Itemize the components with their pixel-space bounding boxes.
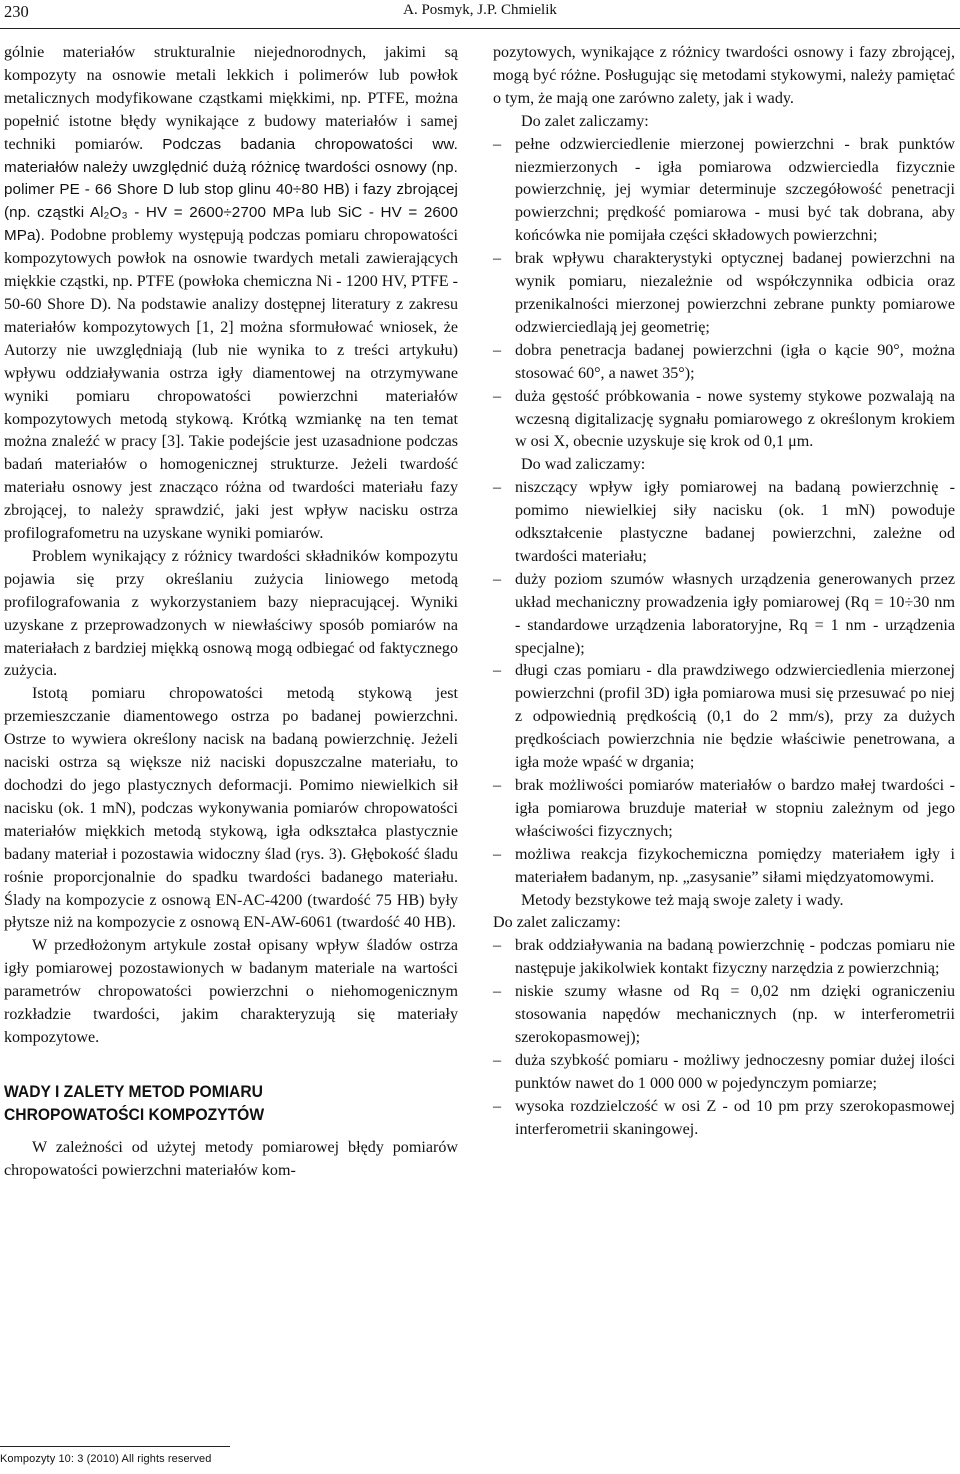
list-item: – możliwa reakcja fizykochemiczna pomiędzy materiałem igły i materiałem badanym, np. „zasysanie” siłami międzyatomowymi. bbox=[493, 844, 955, 890]
paragraph: Problem wynikający z różnicy twardości składników kompozytu pojawia się przy określaniu zużycia liniowego metodą profilografowania z wykorzystaniem bazy niepracującej. Wyniki uzyskane z przeprowadzonych w niewłaściwy sposób pomiarów na materiałach z bardziej miękką osnową mogą odbiegać od faktycznego zużycia. bbox=[4, 547, 458, 680]
paragraph: pozytowych, wynikające z różnicy twardości osnowy i fazy zbrojącej, mogą być różne. Posługując się metodami stykowymi, należy pamiętać o tym, że mają one zarówno zalety, jak i wady. bbox=[493, 44, 955, 107]
running-title: A. Posmyk, J.P. Chmielik bbox=[403, 2, 557, 18]
disadvantages-list bbox=[493, 477, 955, 889]
text-span: gólnie materiałów strukturalnie niejednorodnych, jakimi są kompozyty na osnowie metali lekkich i polimerów lub powłok metalicznych modyfikowane cząstkami miękkimi, np. PTFE, można popełnić istotne błędy wynikające z budowy materiałów i samej techniki pomiarów. bbox=[4, 44, 458, 153]
list-item: – brak możliwości pomiarów materiałów o bardzo małej twardości - igła pomiarowa bruzduje materiał w stopniu zależnym od jego właściwości fizycznych; bbox=[493, 775, 955, 844]
page-number: 230 bbox=[4, 2, 29, 21]
list-item: – duża gęstość próbkowania - nowe systemy stykowe pozwalają na wczesną digitalizację sygnału pomiarowego z określonym krokiem w osi X, obecnie uzyskuje się krok od 0,1 μm. bbox=[493, 386, 955, 455]
list-intro: Do zalet zaliczamy: bbox=[493, 914, 621, 932]
paragraph bbox=[4, 42, 458, 546]
page-header bbox=[0, 0, 960, 29]
list-item: – brak wpływu charakterystyki optycznej badanej powierzchni na wynik pomiaru, niezależnie od współczynnika odbicia oraz przenikalności mierzonej powierzchni zebrane punkty pomiarowe odzwierciedlają jej geometrię; bbox=[493, 248, 955, 340]
list-item: – długi czas pomiaru - dla prawdziwego odzwierciedlenia mierzonej powierzchni (profil 3D) igła pomiarowa musi się przesuwać po niej z odpowiednią prędkością (0,1 do 2 mm/s), przy za dużych prędkościach powierzchnia nie będzie właściwie penetrowana, a igła może wpaść w drgania; bbox=[493, 660, 955, 775]
paragraph: Metody bezstykowe też mają swoje zalety i wady. bbox=[521, 891, 844, 909]
advantages-list bbox=[493, 134, 955, 455]
noncontact-advantages-list bbox=[493, 935, 955, 1141]
list-item: – wysoka rozdzielczość w osi Z - od 10 pm przy szerokopasmowej interferometrii skaningowej. bbox=[493, 1096, 955, 1142]
list-item: – duży poziom szumów własnych urządzenia generowanych przez układ mechaniczny prowadzenia igły pomiarowej (Rq = 10÷30 nm - standardowe urządzenia laboratoryjne, Rq = 1 nm - urządzenia specjalne); bbox=[493, 569, 955, 661]
paragraph: Istotą pomiaru chropowatości metodą stykową jest przemieszczanie diamentowego ostrza po badanej powierzchni. Ostrze to wywiera określony nacisk na badaną powierzchnię. Jeżeli naciski ostrza są większe niż naciski dopuszczalne materiału, to dochodzi do jego plastycznych deformacji. Pomimo niewielkich sił nacisku (ok. 1 mN), podczas wykonywania pomiarów chropowatości materiałów miękkich metodą stykową, igła odkształca plastycznie badany materiał i pozostawia widoczny ślad (rys. 3). Głębokość śladu rośnie proporcjonalnie do spadku twardości badanego materiału. Ślady na kompozycie z osnową EN-AC-4200 (twardość 75 HB) były płytsze niż na kompozycie z osnową EN-AW-6061 (twardość 40 HB). bbox=[4, 685, 458, 932]
list-item: – pełne odzwierciedlenie mierzonej powierzchni - brak punktów niezmierzonych - igła pomiarowa odzwierciedla fizycznie powierzchnię, jej wymiar determinuje szczegółowość penetracji powierzchni; prędkość pomiarowa - musi być tak dobrana, aby końcówka nie pomijała części składowych powierzchni; bbox=[493, 134, 955, 249]
list-intro: Do wad zaliczamy: bbox=[521, 456, 646, 474]
text-span: Podobne problemy występują podczas pomiaru chropowatości kompozytowych powłok na osnowie twardych metali zawierających miękkie cząstki, np. PTFE (powłoka chemiczna Ni - 1200 HV, PTFE - 50-60 Shore D). Na podstawie analizy dostępnej literatury z zakresu materiałów kompozytowych [1, 2] można sformułować wniosek, że Autorzy nie uwzględniają (lub nie wynika to z treści artykułu) wpływu oddziaływania ostrza igły diamentowej na otrzymywane wyniki pomiaru chropowatości powierzchni materiałów kompozytowych metodą stykową. Krótką wzmiankę na ten temat można znaleźć w pracy [3]. Takie podejście jest uzasadnione podczas badań materiałów o homogenicznej strukturze. Jeżeli twardość materiału osnowy jest znacząco różna od twardości materiału fazy zbrojącej, to należy sprawdzić, jaki jest wpływ nacisku ostrza profilografometru na uzyskane wyniki pomiarów. bbox=[4, 227, 458, 543]
list-item: – brak oddziaływania na badaną powierzchnię - podczas pomiaru nie następuje jakikolwiek kontakt fizyczny narzędzia z powierzchnią; bbox=[493, 935, 955, 981]
list-item: – niszczący wpływ igły pomiarowej na badaną powierzchnię - pomimo niewielkiej siły nacisku (ok. 1 mN) powoduje odkształcenie plastyczne badanej powierzchni, zależne od twardości materiału; bbox=[493, 477, 955, 569]
right-column bbox=[493, 42, 955, 1142]
paragraph: W przedłożonym artykule został opisany wpływ śladów ostrza igły pomiarowej pozostawionych w badanym materiale na wartości parametrów chropowatości powierzchni o niehomogenicznym rozkładzie twardości, jakim charakteryzują się materiały kompozytowe. bbox=[4, 937, 458, 1046]
paragraph: W zależności od użytej metody pomiarowej błędy pomiarów chropowatości powierzchni materiałów kom- bbox=[4, 1138, 458, 1179]
list-item: – niskie szumy własne od Rq = 0,02 nm dzięki ograniczeniu stosowania napędów mechanicznych (np. w interferometrii szerokopasmowej); bbox=[493, 981, 955, 1050]
list-intro: Do zalet zaliczamy: bbox=[521, 112, 649, 130]
left-column bbox=[4, 42, 458, 1183]
journal-footer: Kompozyty 10: 3 (2010) All rights reserved bbox=[0, 1446, 230, 1465]
section-heading: WADY I ZALETY METOD POMIARU CHROPOWATOŚCI KOMPOZYTÓW bbox=[4, 1081, 265, 1124]
text-span-sans: Podczas badania chropowatości ww. materiałów należy uwzględnić dużą różnicę twardości osnowy (np. polimer PE - 66 Shore D lub stop glinu 40÷80 HB) i fazy zbrojącej (np. cząstki Al₂O₃ - HV = 2600÷2700 MPa lub SiC - HV = 2600 MPa). bbox=[4, 135, 458, 245]
list-item: – dobra penetracja badanej powierzchni (igła o kącie 90°, można stosować 60°, a nawet 35°); bbox=[493, 340, 955, 386]
list-item: – duża szybkość pomiaru - możliwy jednoczesny pomiar dużej ilości punktów nawet do 1 000 000 w pojedynczym pomiarze; bbox=[493, 1050, 955, 1096]
